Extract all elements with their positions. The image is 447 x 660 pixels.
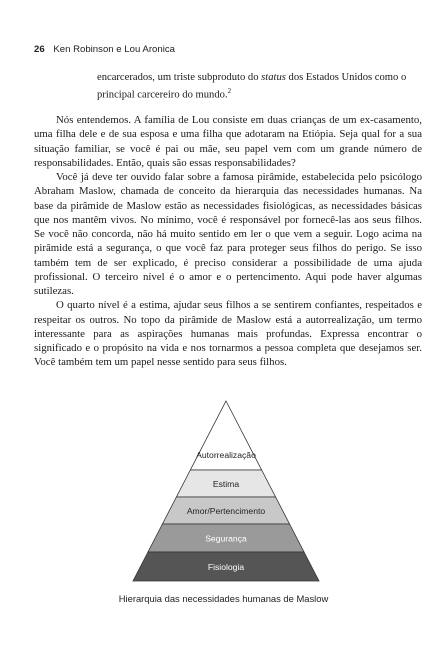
pyramid-label-4: Segurança: [205, 533, 247, 544]
pyramid-label-2: Estima: [212, 479, 240, 489]
quote-text-after: dos Estados Unidos como o principal carcereiro do mundo.: [97, 72, 407, 101]
maslow-pyramid: [132, 400, 320, 582]
pyramid-label-3: Amor/Pertencimento: [186, 506, 266, 516]
pyramid-label-5: Fisiologia: [207, 562, 245, 572]
quote-text-before: encarcerados, um triste subproduto do: [97, 72, 262, 83]
block-quote: [97, 71, 421, 102]
footnote-marker: 2: [227, 86, 232, 95]
figure-caption: Hierarquia das necessidades humanas de Maslow: [118, 593, 329, 604]
paragraph-2: Você já deve ter ouvido falar sobre a famosa pirâmide, estabelecida pelo psicólogo Abraham Maslow, chamada de conceito da hierarquia das necessidades humanas. Na base da pirâmide de Maslow estão as necessidades fisiológicas, as necessidades básicas que nos mantêm vivos. No mínimo, você é responsável por fornecê-las aos seus filhos. Se você não concorda, não há muito sentido em ler o que vem a seguir. Logo acima na pirâmide está a segurança, o que você faz para proteger seus filhos do perigo. Se isso também tem de ser explicado, é preciso considerar a possibilidade de uma ajuda profissional. O terceiro nível é o amor e o pertencimento. Aqui pode haver algumas sutilezas.: [34, 171, 422, 297]
body-text: [34, 113, 422, 370]
maslow-pyramid-figure: [132, 400, 320, 582]
page-number: 26: [34, 44, 45, 55]
pyramid-label-1: Autorrealização: [196, 450, 256, 460]
paragraph-1: Nós entendemos. A família de Lou consiste em duas crianças de um ex-casamento, uma filha dele e de sua esposa e uma filha que adotaram na Etiópia. Seja qual for a sua situação familiar, se você é pai ou mãe, seu papel vem com um grande número de responsabilidades. Então, quais são essas responsabilidades?: [34, 114, 422, 169]
quote-italic-word: status: [261, 72, 286, 83]
paragraph-3: O quarto nível é a estima, ajudar seus filhos a se sentirem confiantes, respeitados e respeitar os outros. No topo da pirâmide de Maslow está a autorrealização, um termo interessante para as aspirações humanas mais profundas. Expressa encontrar o significado e o propósito na vida e nos tornarmos a pessoa completa que desejamos ser. Você também tem um papel nesse sentido para seus filhos.: [34, 299, 422, 369]
running-title: Ken Robinson e Lou Aronica: [53, 44, 175, 55]
running-header: [34, 44, 175, 55]
